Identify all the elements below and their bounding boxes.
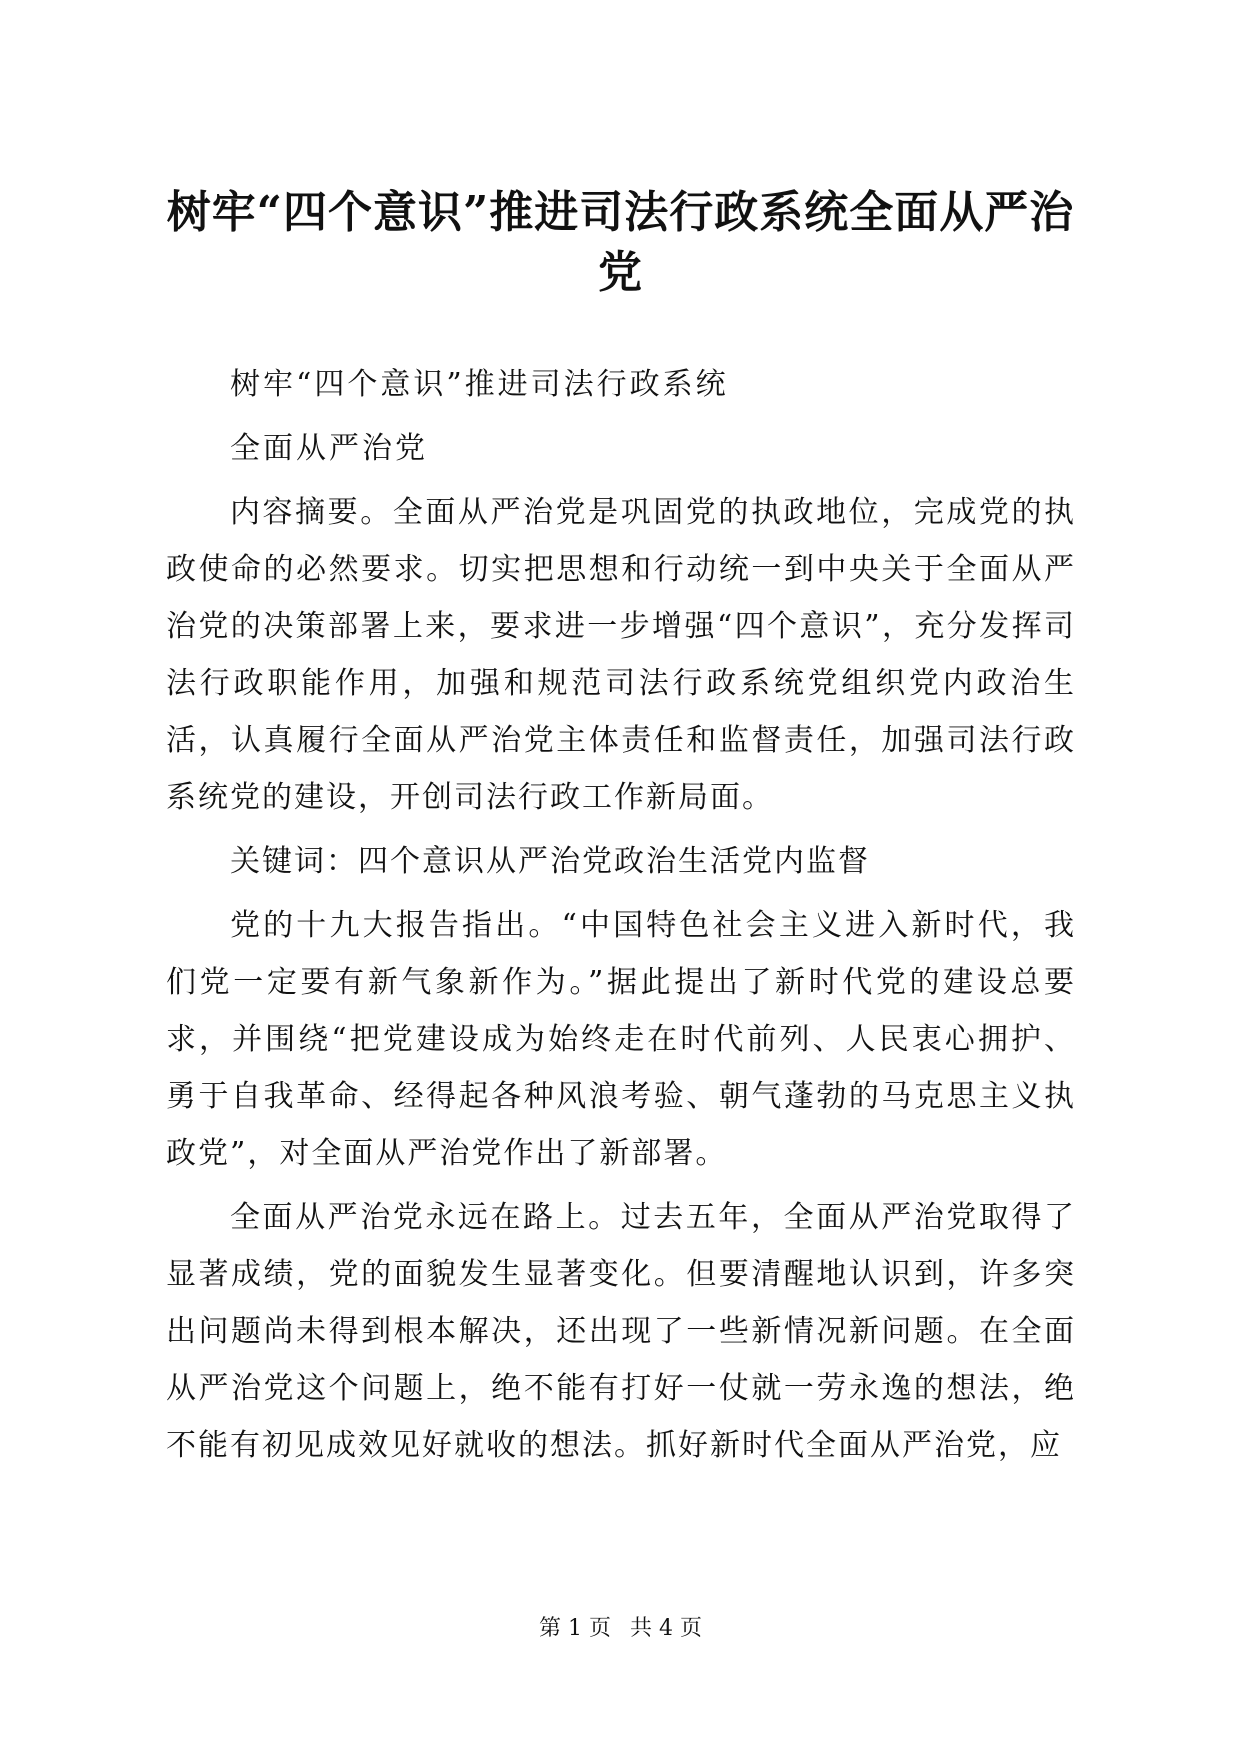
page-number: 第 1 页 bbox=[539, 1616, 611, 1641]
body-paragraph-1: 党的十九大报告指出。“中国特色社会主义进入新时代，我们党一定要有新气象新作为。”据此提出了新时代党的建设总要求，并围绕“把党建设成为始终走在时代前列、人民衷心拥护、勇于自我革命、经得起各种风浪考验、朝气蓬勃的马克思主义执政党”，对全面从严治党作出了新部署。 bbox=[166, 908, 1076, 1171]
page-total: 共 4 页 bbox=[630, 1616, 702, 1641]
subtitle-line-1: 树牢“四个意识”推进司法行政系统 bbox=[230, 367, 729, 402]
abstract-paragraph: 内容摘要。全面从严治党是巩固党的执政地位，完成党的执政使命的必然要求。切实把思想和行动统一到中央关于全面从严治党的决策部署上来，要求进一步增强“四个意识”，充分发挥司法行政职能作用，加强和规范司法行政系统党组织党内政治生活，认真履行全面从严治党主体责任和监督责任，加强司法行政系统党的建设，开创司法行政工作新局面。 bbox=[166, 495, 1076, 815]
keywords-paragraph: 关键词：四个意识从严治党政治生活党内监督 bbox=[230, 844, 870, 879]
page-footer bbox=[0, 1614, 1241, 1644]
subtitle-line-2: 全面从严治党 bbox=[230, 431, 428, 466]
document-title: 树牢“四个意识”推进司法行政系统全面从严治党 bbox=[166, 187, 1075, 298]
document-body bbox=[166, 356, 1076, 1481]
body-paragraph-2: 全面从严治党永远在路上。过去五年，全面从严治党取得了显著成绩，党的面貌发生显著变化。但要清醒地认识到，许多突出问题尚未得到根本解决，还出现了一些新情况新问题。在全面从严治党这个问题上，绝不能有打好一仗就一劳永逸的想法，绝不能有初见成效见好就收的想法。抓好新时代全面从严治党，应 bbox=[166, 1200, 1076, 1463]
